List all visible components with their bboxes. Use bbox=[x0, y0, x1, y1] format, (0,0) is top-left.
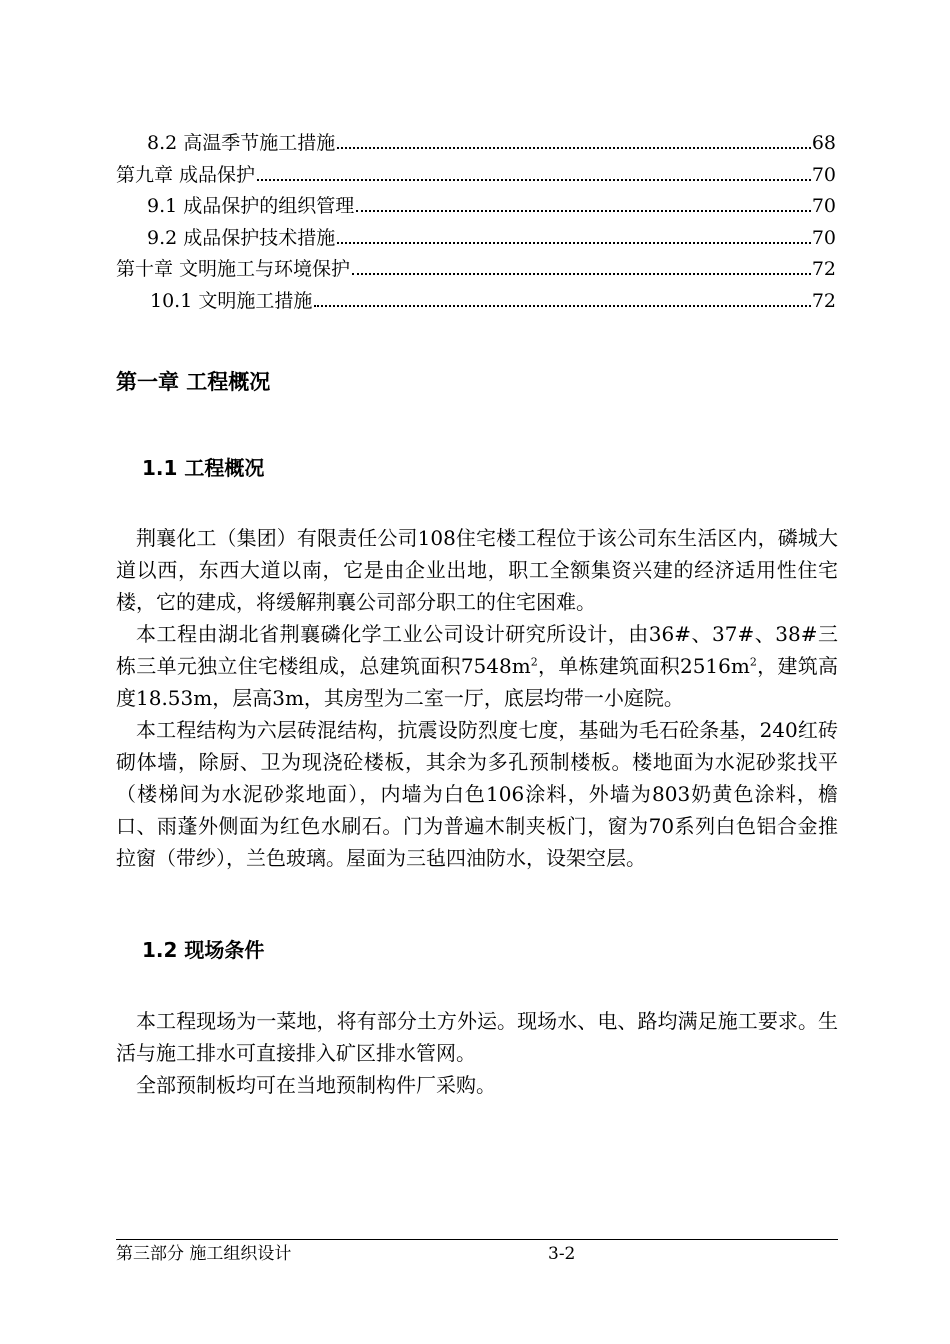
toc-leader-dots bbox=[356, 210, 811, 212]
toc-leader-dots bbox=[337, 242, 811, 244]
toc-entry-page: 72 bbox=[811, 258, 836, 280]
page-number: 3-2 bbox=[548, 1244, 576, 1264]
toc-entry[interactable] bbox=[116, 223, 836, 255]
superscript: 2 bbox=[749, 655, 757, 669]
toc-entry-page: 72 bbox=[811, 289, 836, 312]
toc-leader-dots bbox=[314, 305, 810, 307]
chapter-title: 第一章 工程概况 bbox=[116, 370, 271, 394]
toc-entry-page: 70 bbox=[811, 226, 836, 249]
toc-entry[interactable] bbox=[116, 160, 836, 192]
table-of-contents bbox=[116, 128, 836, 317]
section-title: 1.1 工程概况 bbox=[142, 456, 265, 480]
toc-entry-label: 9.2 成品保护技术措施 bbox=[147, 226, 336, 249]
toc-entry-label: 10.1 文明施工措施 bbox=[150, 289, 313, 312]
footer-divider bbox=[116, 1239, 838, 1240]
paragraph: 全部预制板均可在当地预制构件厂采购。 bbox=[136, 1073, 496, 1097]
paragraph: 本工程现场为一菜地，将有部分土方外运。现场水、电、路均满足施工要求。生活与施工排水可直接排入矿区排水管网。 bbox=[116, 1009, 838, 1065]
paragraph-text: ，建筑高度18.53m，层高3m，其房型为二室一厅，底层均带一小庭院。 bbox=[116, 654, 838, 710]
toc-leader-dots bbox=[337, 147, 811, 149]
footer-section-label: 第三部分 施工组织设计 bbox=[116, 1244, 292, 1264]
toc-entry-page: 70 bbox=[811, 163, 836, 186]
paragraph bbox=[116, 618, 838, 714]
paragraph-text: 本工程由湖北省荆襄磷化学工业公司设计研究所设计，由36#、37#、38#三栋三单元独立住宅楼组成，总建筑面积7548m bbox=[116, 622, 838, 678]
superscript: 2 bbox=[530, 655, 538, 669]
section-body bbox=[116, 1005, 838, 1101]
toc-leader-dots bbox=[352, 273, 811, 275]
paragraph: 本工程结构为六层砖混结构，抗震设防烈度七度，基础为毛石砼条基，240红砖砌体墙，除厨、卫为现浇砼楼板，其余为多孔预制楼板。楼地面为水泥砂浆找平（楼梯间为水泥砂浆地面），内墙为白色106涂料，外墙为803奶黄色涂料，檐口、雨蓬外侧面为红色水刷石。门为普遍木制夹板门，窗为70系列白色铝合金推拉窗（带纱），兰色玻璃。屋面为三毡四油防水，设架空层。 bbox=[116, 718, 838, 870]
section-body bbox=[116, 522, 838, 874]
section-title: 1.2 现场条件 bbox=[142, 938, 265, 962]
toc-entry-page: 68 bbox=[811, 132, 836, 154]
paragraph: 荆襄化工（集团）有限责任公司108住宅楼工程位于该公司东生活区内，磷城大道以西，东西大道以南，它是由企业出地，职工全额集资兴建的经济适用性住宅楼，它的建成，将缓解荆襄公司部分职工的住宅困难。 bbox=[116, 526, 838, 614]
toc-entry-label: 8.2 高温季节施工措施 bbox=[147, 132, 336, 154]
toc-entry[interactable] bbox=[116, 286, 836, 318]
toc-leader-dots bbox=[257, 179, 811, 181]
toc-entry-page: 70 bbox=[811, 195, 836, 217]
toc-entry-label: 第十章 文明施工与环境保护 bbox=[116, 258, 351, 280]
toc-entry[interactable] bbox=[116, 191, 836, 223]
toc-entry-label: 9.1 成品保护的组织管理 bbox=[147, 195, 355, 217]
toc-entry[interactable] bbox=[116, 128, 836, 160]
toc-entry[interactable] bbox=[116, 254, 836, 286]
paragraph-text: ，单栋建筑面积2516m bbox=[537, 654, 750, 678]
toc-entry-label: 第九章 成品保护 bbox=[116, 163, 256, 186]
